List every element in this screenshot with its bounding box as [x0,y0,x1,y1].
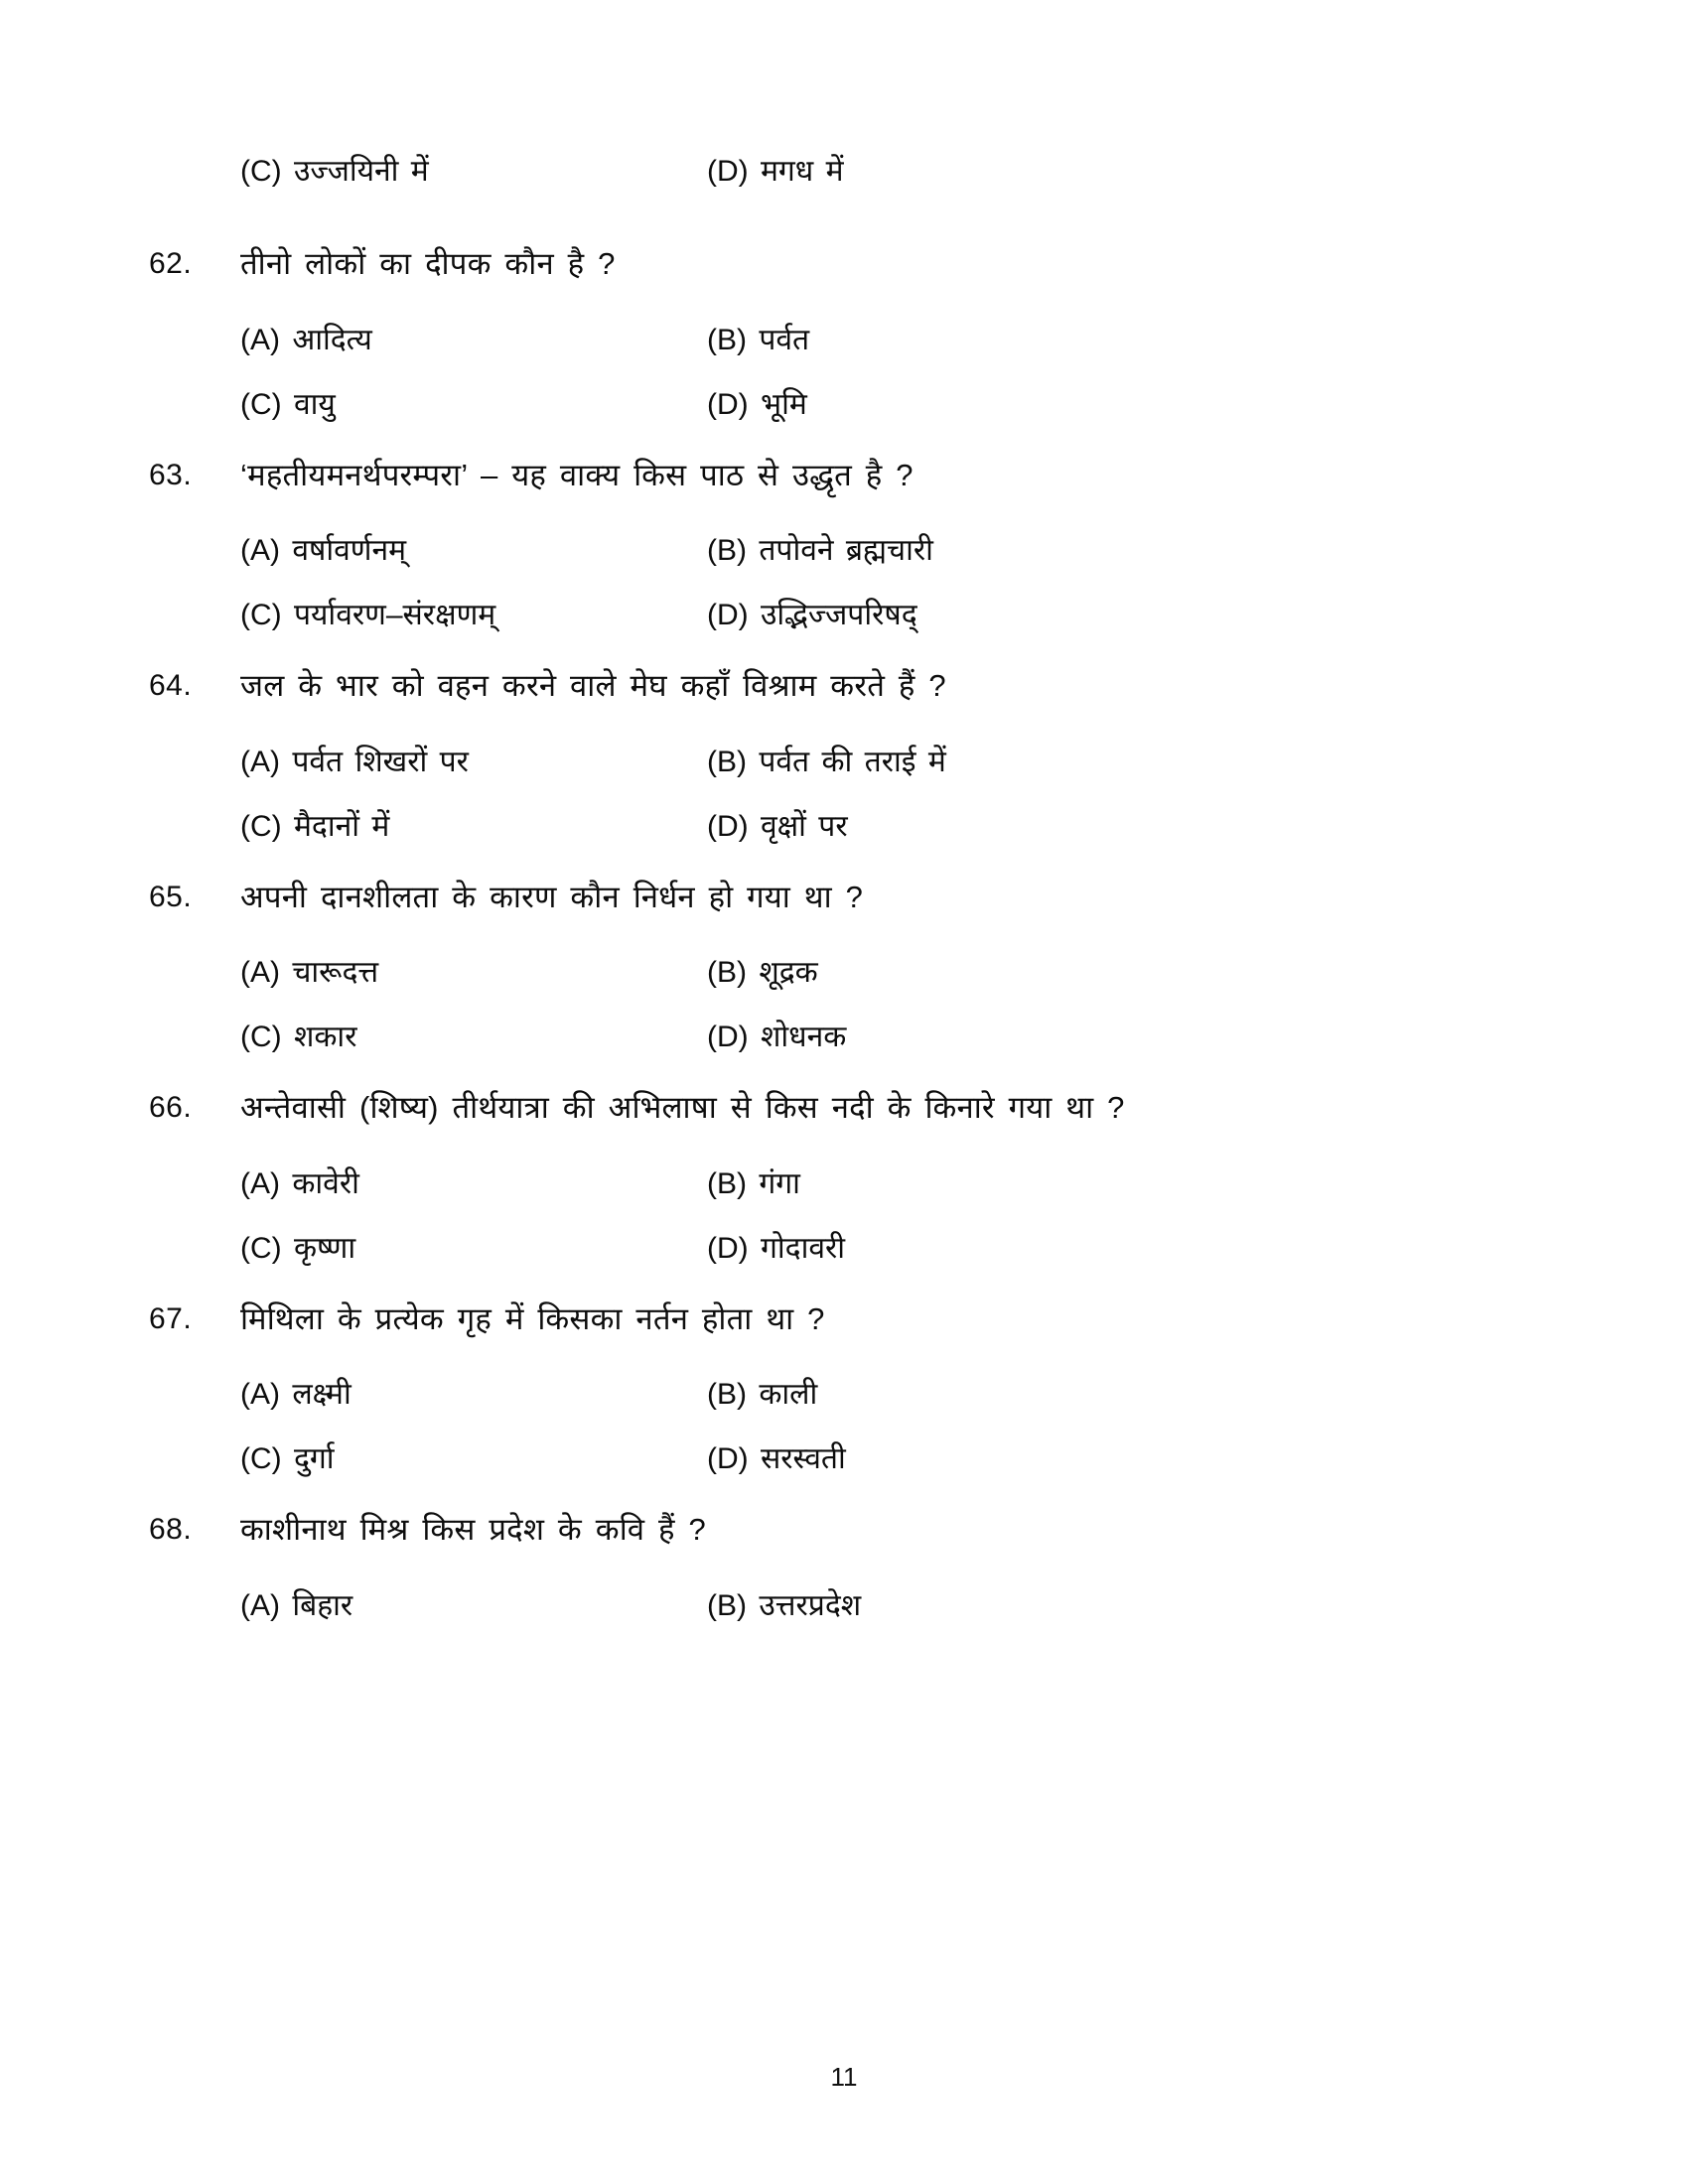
option-row-ab [240,740,1539,784]
option-c: (C) पर्यावरण–संरक्षणम् [240,599,496,631]
page-number: 11 [830,2062,858,2092]
option-d: (D) सरस्वती [707,1442,846,1475]
question-text: अपनी दानशीलता के कारण कौन निर्धन हो गया था ? [240,879,864,914]
option-c: (C) कृष्णा [240,1231,356,1265]
option-a: (A) वर्षावर्णनम् [240,534,407,567]
option-row-ab [240,528,1539,573]
option-c: (C) वायु [240,387,336,421]
continued-options-row [240,149,1539,194]
question-number: 64. [149,669,193,702]
option-row-ab [240,1583,1539,1628]
option-row-cd [240,1436,1539,1481]
question-block-62 [149,241,1539,427]
question-text: जल के भार को वहन करने वाले मेघ कहाँ विश्राम करते हैं ? [240,668,946,703]
option-d: (D) उद्भिज्जपरिषद् [707,599,917,631]
option-b: (B) उत्तरप्रदेश [707,1588,862,1622]
option-row-ab [240,1372,1539,1417]
continued-option-d: (D) मगध में [707,155,844,188]
question-number: 68. [149,1513,193,1546]
continued-option-c: (C) उज्जयिनी में [240,155,429,188]
option-row-ab [240,950,1539,995]
option-row-cd [240,382,1539,427]
question-line [149,1085,1539,1132]
option-row-cd [240,593,1539,637]
option-row-cd [240,1226,1539,1271]
question-line [149,1507,1539,1554]
question-number: 62. [149,247,193,280]
question-text: तीनो लोकों का दीपक कौन है ? [240,246,616,281]
option-b: (B) गंगा [707,1166,800,1200]
option-d: (D) शोधनक [707,1021,847,1053]
option-d: (D) गोदावरी [707,1231,846,1265]
question-block-63 [149,453,1539,638]
option-d: (D) वृक्षों पर [707,809,848,843]
question-number: 63. [149,458,193,491]
option-a: (A) लक्ष्मी [240,1378,352,1411]
question-text: ‘महतीयमनर्थपरम्परा’ – यह वाक्य किस पाठ से उद्धृत है ? [240,457,914,492]
option-row-cd [240,1015,1539,1059]
question-number: 65. [149,880,193,913]
option-b: (B) काली [707,1378,818,1411]
question-block-66 [149,1085,1539,1271]
option-c: (C) शकार [240,1021,357,1053]
option-b: (B) पर्वत की तराई में [707,745,946,778]
question-number: 66. [149,1091,193,1124]
option-b: (B) तपोवने ब्रह्मचारी [707,534,933,567]
option-c: (C) दुर्गा [240,1442,335,1475]
option-row-cd [240,804,1539,849]
question-block-65 [149,875,1539,1060]
question-line [149,1297,1539,1343]
option-d: (D) भूमि [707,387,807,421]
question-line [149,875,1539,921]
question-text: काशीनाथ मिश्र किस प्रदेश के कवि हैं ? [240,1512,706,1547]
option-a: (A) बिहार [240,1588,353,1622]
question-block-67 [149,1297,1539,1482]
option-a: (A) पर्वत शिखरों पर [240,745,469,778]
question-block-64 [149,663,1539,849]
question-block-68 [149,1507,1539,1628]
option-a: (A) चारूदत्त [240,956,379,989]
question-text: अन्तेवासी (शिष्य) तीर्थयात्रा की अभिलाषा से किस नदी के किनारे गया था ? [240,1090,1125,1125]
option-row-ab [240,1161,1539,1206]
option-a: (A) आदित्य [240,323,372,356]
option-b: (B) शूद्रक [707,956,818,989]
question-text: मिथिला के प्रत्येक गृह में किसका नर्तन होता था ? [240,1300,825,1336]
question-line [149,663,1539,710]
option-a: (A) कावेरी [240,1166,359,1200]
option-row-ab [240,318,1539,362]
option-b: (B) पर्वत [707,323,810,356]
question-number: 67. [149,1301,193,1335]
question-line [149,241,1539,288]
question-line [149,453,1539,499]
option-c: (C) मैदानों में [240,809,390,843]
